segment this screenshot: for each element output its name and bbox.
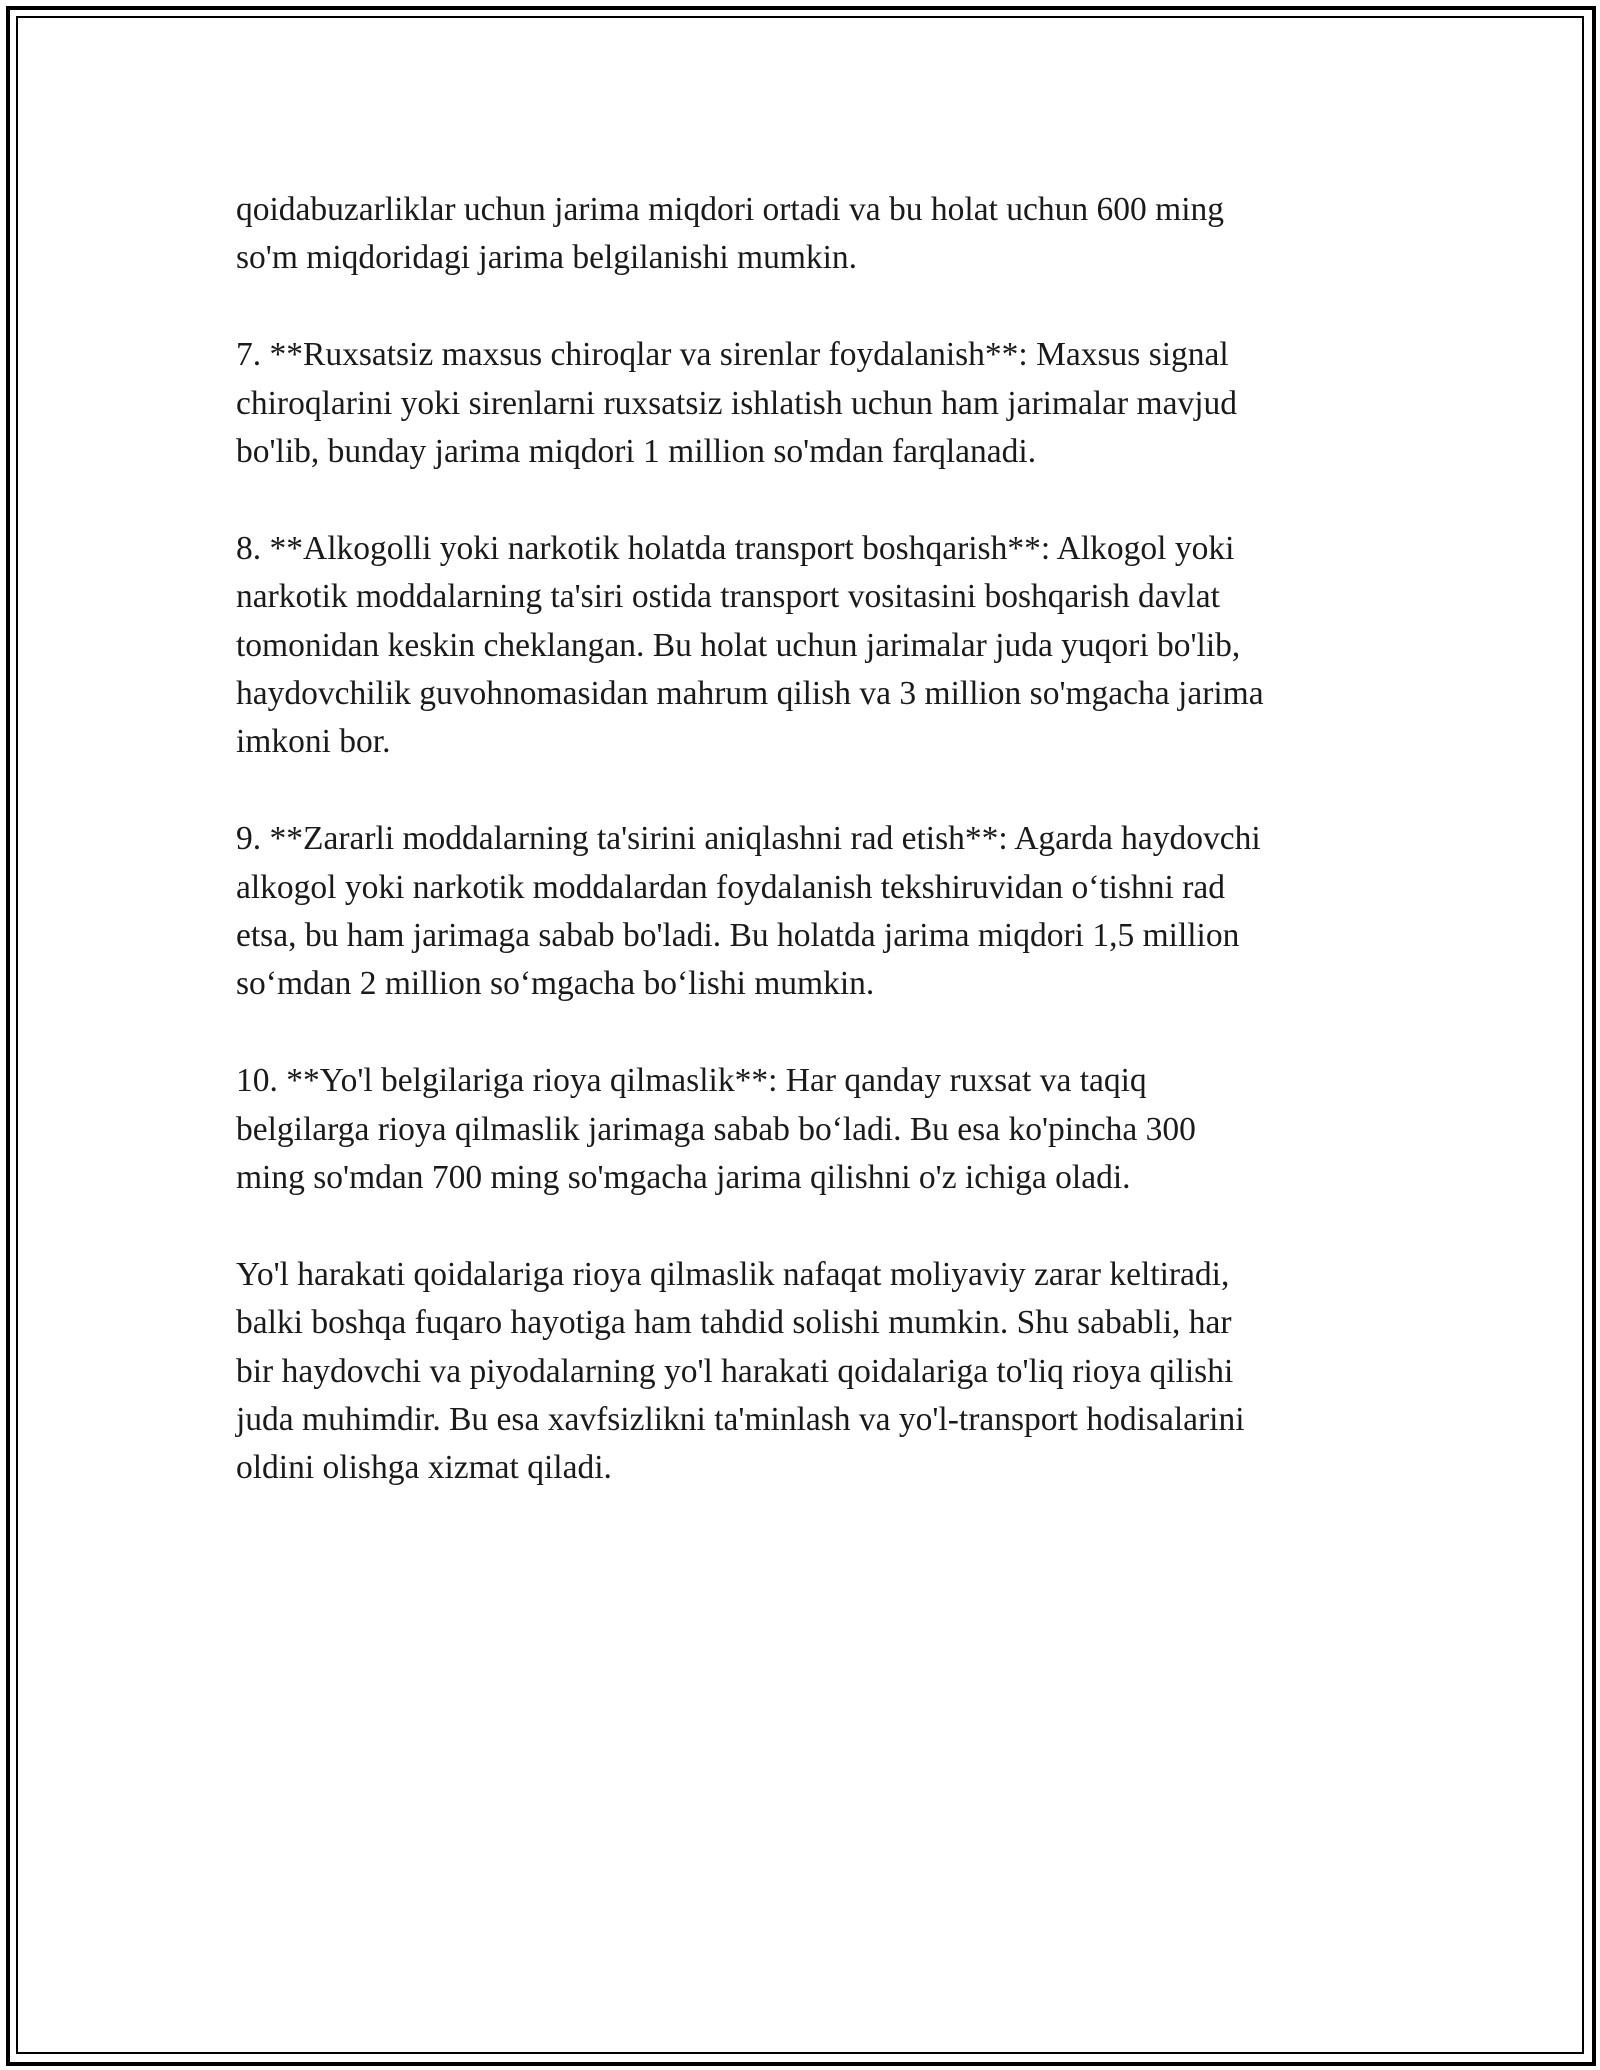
paragraph-item-7: 7. **Ruxsatsiz maxsus chiroqlar va sirenlar foydalanish**: Maxsus signal chiroqlarini yoki sirenlarni ruxsatsiz ishlatish uchun ham jarimalar mavjud bo'lib, bunday jarima miqdori 1 million so'mdan farqlanadi. [236,336,1238,471]
paragraph-item-10: 10. **Yo'l belgilariga rioya qilmaslik**: Har qanday ruxsat va taqiq belgilarga rioya qilmaslik jarimaga sabab bo‘ladi. Bu esa ko'pincha 300 ming so'mdan 700 ming so'mgacha jarima qilishni o'z ichiga oladi. [236,1062,1196,1197]
document-body [236,186,1366,1541]
paragraph-item-9: 9. **Zararli moddalarning ta'sirini aniqlashni rad etish**: Agarda haydovchi alkogol yoki narkotik moddalardan foydalanish tekshiruvidan o‘tishni rad etsa, bu ham jarimaga sabab bo'ladi. Bu holatda jarima miqdori 1,5 million so‘mdan 2 million so‘mgacha bo‘lishi mumkin. [236,820,1261,1003]
paragraph-conclusion: Yo'l harakati qoidalariga rioya qilmaslik nafaqat moliyaviy zarar keltiradi, balki boshqa fuqaro hayotiga ham tahdid solishi mumkin. Shu sababli, har bir haydovchi va piyodalarning yo'l harakati qoidalariga to'liq rioya qilishi juda muhimdir. Bu esa xavfsizlikni ta'minlash va yo'l-transport hodisalarini oldini olishga xizmat qiladi. [236,1255,1245,1487]
paragraph-fine-continuation: qoidabuzarliklar uchun jarima miqdori ortadi va bu holat uchun 600 ming so'm miqdoridagi jarima belgilanishi mumkin. [236,191,1225,277]
paragraph-item-8: 8. **Alkogolli yoki narkotik holatda transport boshqarish**: Alkogol yoki narkotik moddalarning ta'siri ostida transport vositasini boshqarish davlat tomonidan keskin cheklangan. Bu holat uchun jarimalar juda yuqori bo'lib, haydovchilik guvohnomasidan mahrum qilish va 3 million so'mgacha jarima imkoni bor. [236,529,1264,761]
